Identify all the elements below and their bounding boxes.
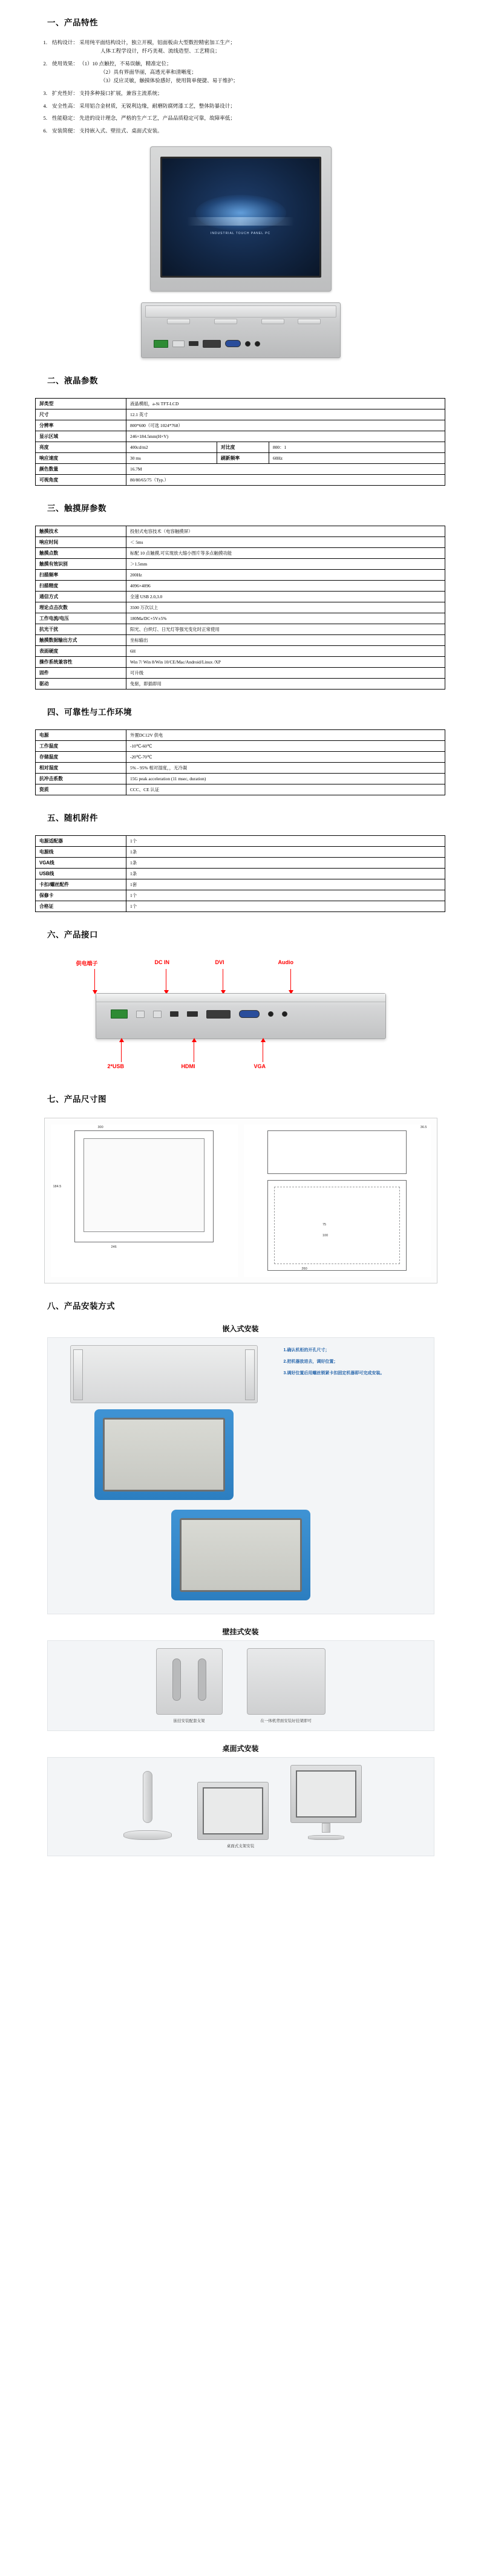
callout-dc-in: DC IN [154, 959, 169, 966]
stand-base [308, 1835, 344, 1840]
usb-port-icon [136, 1011, 145, 1018]
table-row [36, 464, 445, 475]
dvi-port-icon [203, 340, 221, 348]
feature-line: 支持多种接口扩展，兼容主流系统； [79, 90, 163, 96]
product-front-figure [0, 146, 481, 292]
feature-item [0, 90, 481, 98]
reliability-title: 四、可靠性与工作环境 [47, 708, 132, 717]
row-key: USB线 [36, 869, 126, 879]
row-value: 1条 [126, 858, 445, 869]
feature-line: （2）具有界面华丽，高透光率和清晰度； [100, 68, 197, 75]
rack-ear-left [73, 1349, 83, 1400]
row-key: 触摸点数 [36, 548, 126, 559]
feature-label: 性能稳定： [52, 115, 78, 122]
row-key: 响应时间 [36, 537, 126, 548]
wall-install-title: 壁挂式安装 [222, 1628, 259, 1637]
row-key: 亮度 [36, 442, 126, 453]
io-port-strip [150, 336, 332, 351]
arrow-power-terminal-icon [94, 969, 96, 991]
row-key: 资质 [36, 784, 126, 795]
row-value: 全速 USB 2.0,3.0 [126, 592, 445, 602]
row-value: 投射式电容技术（电容触摸屏） [126, 526, 445, 537]
row-value-secondary: 60Hz [269, 453, 445, 464]
section-reliability [0, 690, 481, 795]
row-value: 坐标输出 [126, 635, 445, 646]
feature-line: （1）10 点触控，不易误触，精准定位； [79, 60, 172, 67]
table-row [36, 890, 445, 901]
install-step: 1.确认机柜的开孔尺寸； [283, 1348, 330, 1353]
dimension-drawing [44, 1118, 437, 1283]
row-key: 触摸技术 [36, 526, 126, 537]
table-row [36, 847, 445, 858]
table-row [36, 409, 445, 420]
table-row [36, 570, 445, 581]
section-lcd [0, 358, 481, 486]
table-row [36, 537, 445, 548]
row-value: 5% - 95% 相对湿度，，无冷凝 [126, 763, 445, 774]
callout-audio: Audio [278, 959, 293, 966]
power-terminal-port-icon [111, 1009, 128, 1019]
front-face-outline [74, 1130, 214, 1242]
dc-in-port-icon [170, 1011, 178, 1017]
row-key: 可视角度 [36, 475, 126, 486]
row-key: 相对湿度 [36, 763, 126, 774]
wall-install-panel [47, 1640, 434, 1731]
table-row [36, 836, 445, 847]
dim-label-width: 300 [97, 1126, 103, 1130]
feature-label: 安装简便： [52, 128, 78, 134]
embedded-install-panel [47, 1337, 434, 1614]
table-row [36, 453, 445, 464]
row-value: ＜ 5ms [126, 537, 445, 548]
row-value: 800*600（可选 1024*768） [126, 420, 445, 431]
features-title: 一、产品特性 [47, 18, 98, 27]
feature-item [0, 39, 481, 56]
row-key: 尺寸 [36, 409, 126, 420]
wall-bracket-image [156, 1648, 223, 1715]
touch-spec-table [35, 526, 445, 690]
row-value: 12.1 英寸 [126, 409, 445, 420]
feature-number: 3. [43, 90, 47, 96]
table-row [36, 646, 445, 657]
section-touch [0, 486, 481, 690]
row-value: 16.7M [126, 464, 445, 475]
row-value-secondary: 800：1 [269, 442, 445, 453]
arrow-dvi-icon [223, 969, 224, 991]
row-value: 外置DC12V 供电 [126, 730, 445, 741]
arrow-hdmi-icon [194, 1042, 195, 1062]
feature-line: 采用铝合金材质，无锐利边缘，耐磨防腐烤漆工艺，整体防暴设计； [79, 102, 235, 109]
row-key: 扫描频率 [36, 570, 126, 581]
panel-in-cabinet-image [94, 1409, 234, 1500]
side-profile-outline [267, 1130, 407, 1174]
rear-top-edge [145, 305, 336, 318]
row-value: 液晶模组，a-Si TFT-LCD [126, 399, 445, 409]
table-row [36, 581, 445, 592]
row-value: 30 ms [126, 453, 217, 464]
section-dimension [0, 1077, 481, 1283]
callout-usb: 2*USB [107, 1063, 125, 1070]
callout-dvi: DVI [215, 959, 224, 966]
feature-number: 4. [43, 102, 47, 109]
row-value: 6H [126, 646, 445, 657]
embedded-install-figures [55, 1345, 273, 1506]
row-key: 抗光干扰 [36, 624, 126, 635]
embedded-install-title: 嵌入式安装 [222, 1325, 259, 1334]
row-key: 电源适配器 [36, 836, 126, 847]
dim-label-back-width: 260 [301, 1267, 307, 1271]
io-ports-row [111, 1009, 287, 1019]
dim-label-vesa-b: 100 [322, 1234, 329, 1238]
feature-number: 6. [43, 128, 47, 134]
feature-label: 使用效果： [52, 60, 78, 67]
wall-mount-caption: 在一体机背面安装好挂架即可 [260, 1719, 312, 1724]
row-key-secondary: 对比度 [217, 442, 269, 453]
embedded-install-steps [280, 1345, 427, 1506]
usb-port-icon [172, 341, 185, 347]
mount-bracket-right [298, 319, 321, 324]
table-row [36, 442, 445, 453]
audio-jack-icon [282, 1011, 287, 1017]
feature-label: 扩充性好： [52, 90, 78, 96]
row-key: 驱动 [36, 679, 126, 690]
arrow-vga-icon [263, 1042, 264, 1062]
accessories-title: 五、随机附件 [47, 814, 98, 823]
stand-base [123, 1830, 172, 1840]
panel-pc-front-image [150, 146, 332, 292]
row-value: 200Hz [126, 570, 445, 581]
table-row [36, 592, 445, 602]
dimension-side-view [244, 1124, 431, 1277]
row-key: 电源 [36, 730, 126, 741]
row-value: 可升级 [126, 668, 445, 679]
row-key: 工作电流/电压 [36, 613, 126, 624]
panel-pc-rear-image [141, 302, 341, 358]
bracket-slot-right [198, 1658, 206, 1701]
stand-neck [143, 1771, 152, 1823]
audio-jack-icon [268, 1011, 273, 1017]
table-row [36, 657, 445, 668]
panel-screen-small [296, 1770, 356, 1818]
wall-mounted-unit-image [247, 1648, 326, 1715]
table-row [36, 784, 445, 795]
table-row [36, 624, 445, 635]
display-screen [160, 157, 321, 278]
row-key: 响应速度 [36, 453, 126, 464]
row-value: 标配 10 点触摸,可实现放大缩小图片等多点触摸功能 [126, 548, 445, 559]
row-key: 卡扣/螺丝配件 [36, 879, 126, 890]
install-step: 3.调好位置后用螺丝锁紧卡扣固定机器即可完成安装。 [283, 1371, 385, 1375]
row-key: 操作系统兼容性 [36, 657, 126, 668]
section-interface [0, 912, 481, 1077]
rack-ear-right [245, 1349, 255, 1400]
wall-bracket-caption: 嵌挂安装配套支架 [173, 1719, 205, 1724]
desk-install-title: 桌面式安装 [222, 1744, 259, 1753]
rear-io-panel-image [96, 993, 386, 1039]
table-row [36, 763, 445, 774]
vesa-pattern [274, 1187, 400, 1264]
row-value: 80/80/65/75（Typ.） [126, 475, 445, 486]
vga-port-icon [225, 340, 241, 347]
row-value: Win 7/ Win 8/Win 10/CE/Mac/Android/Linux /XP [126, 657, 445, 668]
power-terminal-port-icon [154, 340, 168, 348]
interface-figure [53, 956, 428, 1077]
row-value: -10℃-60℃ [126, 741, 445, 752]
panel-screen-area [103, 1418, 225, 1492]
row-value: -20℃-70℃ [126, 752, 445, 763]
panel-front-small-image [290, 1765, 362, 1823]
callout-power-terminal: 供电端子 [76, 960, 98, 967]
table-row [36, 602, 445, 613]
rack-mount-image [70, 1345, 258, 1403]
row-value: 1个 [126, 836, 445, 847]
table-row [36, 399, 445, 409]
panel-top-lip [96, 994, 385, 1002]
row-key: 通信方式 [36, 592, 126, 602]
table-row [36, 613, 445, 624]
dim-label-active-width: 246 [111, 1245, 117, 1250]
row-key: 固件 [36, 668, 126, 679]
row-key: 触摸数据输出方式 [36, 635, 126, 646]
screen-highlight [187, 217, 294, 226]
row-key: 扫描精度 [36, 581, 126, 592]
table-row [36, 635, 445, 646]
feature-item [0, 60, 481, 85]
feature-item [0, 114, 481, 123]
table-row [36, 548, 445, 559]
table-row [36, 741, 445, 752]
section-accessories [0, 795, 481, 912]
table-row [36, 869, 445, 879]
feature-line: （3）反应灵敏，触摸体验感好，使用简单便捷、易于维护； [100, 77, 238, 83]
row-value: 1个 [126, 890, 445, 901]
table-row [36, 526, 445, 537]
row-key: 显示区域 [36, 431, 126, 442]
hdmi-port-icon [189, 341, 198, 346]
table-row [36, 420, 445, 431]
feature-line: 人体工程学设计，纤巧美观、流线造型、工艺精良； [100, 47, 220, 54]
row-key: 工作温度 [36, 741, 126, 752]
dim-label-depth: 36.5 [420, 1126, 427, 1130]
table-row [36, 668, 445, 679]
mount-bracket-mid-left [214, 319, 237, 324]
arrow-usb-icon [121, 1042, 122, 1062]
usb-port-icon [153, 1011, 162, 1018]
arrow-dc-in-icon [166, 969, 167, 991]
hdmi-port-icon [187, 1011, 198, 1017]
reliability-spec-table [35, 729, 445, 795]
table-row [36, 431, 445, 442]
row-value: CCC、CE 认证 [126, 784, 445, 795]
row-key: 理论点击次数 [36, 602, 126, 613]
panel-on-stand-figure [197, 1782, 269, 1840]
audio-jack-icon [245, 341, 250, 347]
panel-rear-area [180, 1518, 302, 1592]
install-title: 八、产品安装方式 [47, 1302, 115, 1311]
back-view-outline [267, 1180, 407, 1271]
desk-stand-image [120, 1769, 175, 1840]
mount-bracket-mid-right [261, 319, 284, 324]
accessories-table [35, 835, 445, 912]
row-value: 免驱，即插即用 [126, 679, 445, 690]
screen-tagline: INDUSTRIAL TOUCH PANEL PC [210, 231, 271, 235]
section-install [0, 1283, 481, 1856]
row-value: ＞1.5mm [126, 559, 445, 570]
dimension-title: 七、产品尺寸图 [47, 1095, 106, 1104]
table-row [36, 679, 445, 690]
bracket-slot-left [172, 1658, 181, 1701]
front-active-area [83, 1138, 205, 1232]
arrow-audio-icon [290, 969, 292, 991]
row-key: VGA线 [36, 858, 126, 869]
wall-mounted-unit-figure [247, 1648, 326, 1723]
callout-vga: VGA [254, 1063, 266, 1070]
dim-label-active-height: 184.5 [53, 1185, 62, 1189]
table-row [36, 774, 445, 784]
panel-front-small-image [197, 1782, 269, 1840]
features-list [0, 39, 481, 135]
product-rear-figure [0, 302, 481, 358]
feature-item [0, 102, 481, 111]
row-key: 抗冲击系数 [36, 774, 126, 784]
lcd-spec-table [35, 398, 445, 486]
audio-jack-icon [255, 341, 260, 347]
row-value: 246×184.5mm(H×V) [126, 431, 445, 442]
row-key: 保修卡 [36, 890, 126, 901]
row-value: 1个 [126, 901, 445, 912]
table-row [36, 879, 445, 890]
dimension-front-view [51, 1124, 238, 1277]
row-key: 合格证 [36, 901, 126, 912]
row-value: 400cd/m2 [126, 442, 217, 453]
feature-line: 支持嵌入式、壁挂式、桌面式安装。 [79, 128, 163, 134]
table-row [36, 901, 445, 912]
table-row [36, 730, 445, 741]
row-key: 存储温度 [36, 752, 126, 763]
panel-mounted-on-stand-figure [290, 1765, 362, 1840]
table-row [36, 475, 445, 486]
row-key: 颜色数量 [36, 464, 126, 475]
callout-hdmi: HDMI [181, 1063, 195, 1070]
row-value: 阳光、白炽灯、日光灯等强光变化时正常使用 [126, 624, 445, 635]
row-value: 1套 [126, 879, 445, 890]
stand-neck [322, 1823, 330, 1833]
lcd-title: 二、液晶参数 [47, 376, 98, 386]
panel-screen-small [203, 1787, 263, 1834]
row-key: 触摸有效识别 [36, 559, 126, 570]
vga-port-icon [239, 1010, 260, 1018]
row-value: 3500 万次以上 [126, 602, 445, 613]
row-value: 180Ma/DC+5V±5% [126, 613, 445, 624]
mount-bracket-left [167, 319, 190, 324]
panel-rear-in-cabinet-image [171, 1510, 310, 1600]
section-features [0, 0, 481, 358]
table-row [36, 752, 445, 763]
feature-item [0, 127, 481, 135]
table-row [36, 858, 445, 869]
row-key: 表面硬度 [36, 646, 126, 657]
feature-number: 1. [43, 39, 47, 45]
wall-bracket-figure [156, 1648, 223, 1723]
desk-install-panel [47, 1757, 434, 1856]
feature-label: 安全性高： [52, 102, 78, 109]
row-key: 分辨率 [36, 420, 126, 431]
interface-title: 六、产品接口 [47, 930, 98, 940]
row-key: 电源线 [36, 847, 126, 858]
row-value: 1条 [126, 869, 445, 879]
install-step: 2.把机器放进去，调好位置； [283, 1360, 338, 1365]
touch-title: 三、触摸屏参数 [47, 504, 106, 514]
row-value: 4096×4096 [126, 581, 445, 592]
row-value: 1条 [126, 847, 445, 858]
feature-line: 先进的设计理念，严格的生产工艺，产品品质稳定可靠，故障率低； [79, 115, 235, 122]
row-key-secondary: 刷新频率 [217, 453, 269, 464]
feature-label: 结构设计： [52, 39, 78, 45]
table-row [36, 559, 445, 570]
feature-number: 2. [43, 60, 47, 67]
desk-stand-caption: 桌面式支架安装 [226, 1844, 255, 1849]
dim-label-vesa-a: 75 [322, 1223, 327, 1227]
row-key: 屏类型 [36, 399, 126, 409]
dvi-port-icon [206, 1010, 231, 1019]
row-value: 15G peak acceleration (11 msec, duration) [126, 774, 445, 784]
feature-number: 5. [43, 115, 47, 122]
feature-line: 采用纯平面结构设计，独立开模，铝面板由大型数控精密加工生产； [79, 39, 235, 45]
